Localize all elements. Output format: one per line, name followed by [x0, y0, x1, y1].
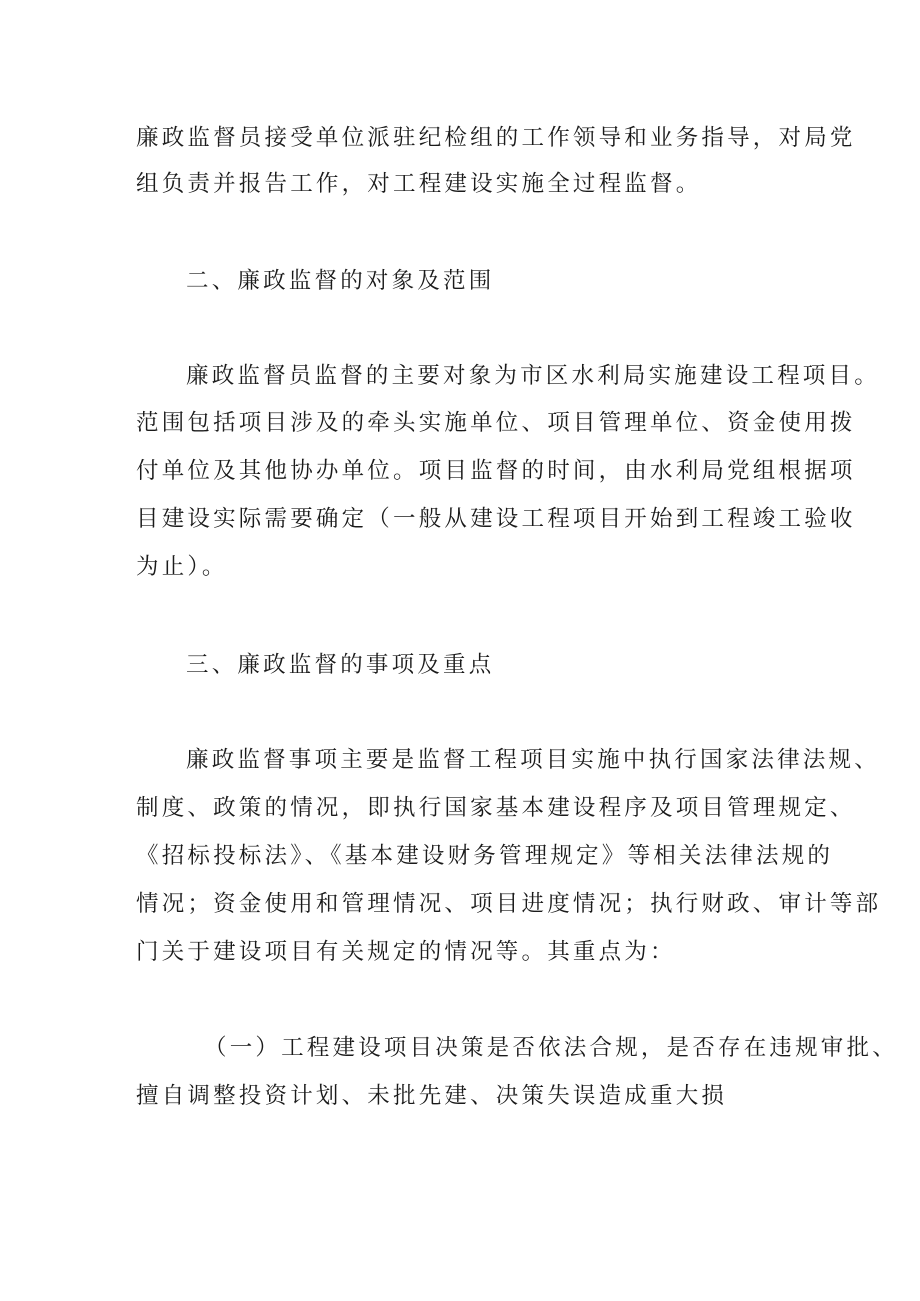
list-item-line: （一）工程建设项目决策是否依法合规，是否存在违规审批、 [204, 1035, 898, 1061]
section-heading: 三、廉政监督的事项及重点 [186, 652, 495, 678]
body-text-line: 门关于建设项目有关规定的情况等。其重点为： [136, 939, 676, 965]
body-text-line: 为止）。 [136, 554, 228, 580]
body-text-line: 廉政监督事项主要是监督工程项目实施中执行国家法律法规、 [186, 747, 880, 773]
body-text-line: 范围包括项目涉及的牵头实施单位、项目管理单位、资金使用拨 [136, 410, 856, 436]
body-text-line: 目建设实际需要确定（一般从建设工程项目开始到工程竣工验收 [136, 506, 856, 532]
body-text-line: 廉政监督员监督的主要对象为市区水利局实施建设工程项目。 [186, 363, 880, 389]
body-text-line: 组负责并报告工作，对工程建设实施全过程监督。 [136, 171, 702, 197]
body-text-line: 情况；资金使用和管理情况、项目进度情况；执行财政、审计等部 [136, 891, 882, 917]
body-text-line: 付单位及其他协办单位。项目监督的时间，由水利局党组根据项 [136, 458, 856, 484]
list-item-line: 擅自调整投资计划、未批先建、决策失误造成重大损 [136, 1083, 728, 1109]
body-text-line: 廉政监督员接受单位派驻纪检组的工作领导和业务指导，对局党 [136, 125, 856, 151]
body-text-line: 制度、政策的情况，即执行国家基本建设程序及项目管理规定、 [136, 795, 856, 821]
section-heading: 二、廉政监督的对象及范围 [186, 268, 495, 294]
body-text-line: 《招标投标法》、《基本建设财务管理规定》等相关法律法规的 [136, 843, 834, 869]
